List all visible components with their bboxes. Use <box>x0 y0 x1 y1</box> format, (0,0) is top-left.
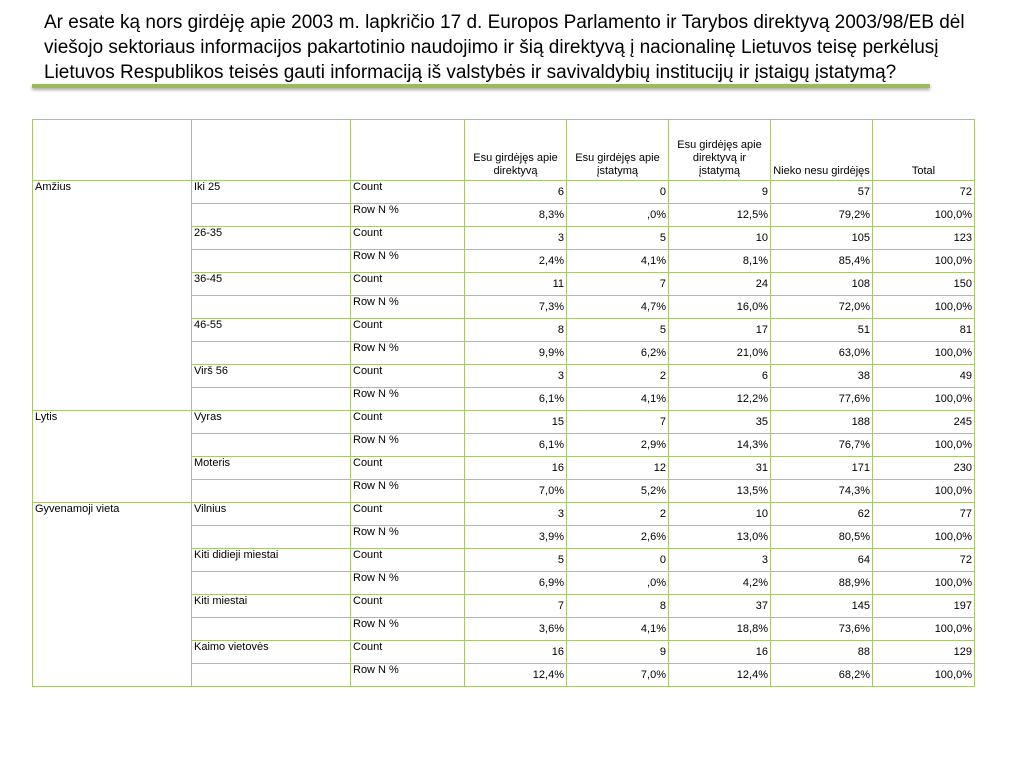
table-cell: 62 <box>771 503 873 526</box>
table-cell: 68,2% <box>771 664 873 687</box>
stat-label: Row N % <box>351 296 465 319</box>
group-label: Lytis <box>33 411 192 503</box>
table-cell: 77,6% <box>771 388 873 411</box>
table-cell: 7,0% <box>567 664 669 687</box>
column-header: Esu girdėjęs apie įstatymą <box>567 120 669 181</box>
table-cell: 5 <box>567 319 669 342</box>
table-cell: 2,4% <box>465 250 567 273</box>
table-cell: 49 <box>873 365 975 388</box>
table-cell: 6,2% <box>567 342 669 365</box>
category-blank <box>192 618 351 641</box>
table-cell: 6,9% <box>465 572 567 595</box>
table-cell: 13,0% <box>669 526 771 549</box>
category-label: Vilnius <box>192 503 351 526</box>
table-cell: 37 <box>669 595 771 618</box>
table-cell: 57 <box>771 181 873 204</box>
table-cell: 3 <box>669 549 771 572</box>
table-cell: 6,1% <box>465 388 567 411</box>
stat-label: Count <box>351 319 465 342</box>
column-header: Nieko nesu girdėjęs <box>771 120 873 181</box>
table-cell: 197 <box>873 595 975 618</box>
table-cell: 6 <box>465 181 567 204</box>
table-cell: 72 <box>873 549 975 572</box>
table-cell: 10 <box>669 227 771 250</box>
table-cell: 4,2% <box>669 572 771 595</box>
category-blank <box>192 526 351 549</box>
table-cell: 105 <box>771 227 873 250</box>
category-blank <box>192 664 351 687</box>
table-cell: 9 <box>567 641 669 664</box>
table-cell: 4,1% <box>567 250 669 273</box>
table-cell: 16 <box>465 457 567 480</box>
table-cell: 100,0% <box>873 342 975 365</box>
table-cell: 5 <box>567 227 669 250</box>
table-cell: 150 <box>873 273 975 296</box>
table-cell: 16 <box>669 641 771 664</box>
table-cell: 4,1% <box>567 388 669 411</box>
table-row <box>33 503 975 526</box>
table-cell: 15 <box>465 411 567 434</box>
table-cell: 2,9% <box>567 434 669 457</box>
table-body <box>33 181 975 687</box>
table-cell: 9,9% <box>465 342 567 365</box>
table-cell: 6 <box>669 365 771 388</box>
table-cell: ,0% <box>567 572 669 595</box>
stat-label: Row N % <box>351 572 465 595</box>
table-cell: 12,4% <box>465 664 567 687</box>
table-cell: 188 <box>771 411 873 434</box>
table-cell: 7 <box>567 273 669 296</box>
table-cell: 16,0% <box>669 296 771 319</box>
table-cell: 7 <box>567 411 669 434</box>
table-cell: 14,3% <box>669 434 771 457</box>
column-header: Total <box>873 120 975 181</box>
table-cell: 4,1% <box>567 618 669 641</box>
table-cell: 8,3% <box>465 204 567 227</box>
table-header-row <box>33 120 975 181</box>
table-cell: 145 <box>771 595 873 618</box>
stat-label: Row N % <box>351 618 465 641</box>
stat-label: Count <box>351 273 465 296</box>
column-header: Esu girdėjęs apie direktyvą <box>465 120 567 181</box>
table-cell: 8 <box>567 595 669 618</box>
category-blank <box>192 204 351 227</box>
stat-label: Count <box>351 595 465 618</box>
stat-label: Count <box>351 227 465 250</box>
table-cell: 76,7% <box>771 434 873 457</box>
table-cell: 230 <box>873 457 975 480</box>
category-label: Kaimo vietovės <box>192 641 351 664</box>
table-cell: 31 <box>669 457 771 480</box>
table-cell: 24 <box>669 273 771 296</box>
category-blank <box>192 342 351 365</box>
table-cell: 0 <box>567 181 669 204</box>
category-blank <box>192 388 351 411</box>
stat-label: Count <box>351 641 465 664</box>
table-cell: 5 <box>465 549 567 572</box>
category-label: Virš 56 <box>192 365 351 388</box>
table-cell: 10 <box>669 503 771 526</box>
stat-label: Count <box>351 411 465 434</box>
table-cell: 16 <box>465 641 567 664</box>
table-cell: 12,4% <box>669 664 771 687</box>
table-row <box>33 411 975 434</box>
table-cell: 100,0% <box>873 618 975 641</box>
table-cell: 72,0% <box>771 296 873 319</box>
table-cell: 100,0% <box>873 296 975 319</box>
category-blank <box>192 296 351 319</box>
table-cell: 80,5% <box>771 526 873 549</box>
page-title: Ar esate ką nors girdėję apie 2003 m. lapkričio 17 d. Europos Parlamento ir Tarybos direktyvą 2003/98/EB dėl viešojo sektoriaus informacijos pakartotinio naudojimo ir šią direktyvą į nacionalinę Lietuvos teisę perkėlusį Lietuvos Respublikos teisės gauti informaciją iš valstybės ir savivaldybių institucijų ir įstaigų įstatymą? <box>44 12 965 83</box>
table-cell: 72 <box>873 181 975 204</box>
table-cell: 2 <box>567 365 669 388</box>
table-cell: 9 <box>669 181 771 204</box>
table-cell: 77 <box>873 503 975 526</box>
table-cell: 100,0% <box>873 664 975 687</box>
table-cell: 7,0% <box>465 480 567 503</box>
table-cell: 63,0% <box>771 342 873 365</box>
table-cell: 100,0% <box>873 388 975 411</box>
title-underline <box>32 84 930 88</box>
table-cell: 17 <box>669 319 771 342</box>
table-cell: 129 <box>873 641 975 664</box>
category-label: Iki 25 <box>192 181 351 204</box>
stat-label: Count <box>351 503 465 526</box>
category-label: Kiti didieji miestai <box>192 549 351 572</box>
table-cell: 79,2% <box>771 204 873 227</box>
table-cell: 38 <box>771 365 873 388</box>
crosstab-table <box>32 119 975 687</box>
table-cell: 6,1% <box>465 434 567 457</box>
table-cell: 13,5% <box>669 480 771 503</box>
table-cell: 12 <box>567 457 669 480</box>
table-cell: 123 <box>873 227 975 250</box>
table-cell: 100,0% <box>873 572 975 595</box>
table-cell: 3,6% <box>465 618 567 641</box>
table-cell: 100,0% <box>873 526 975 549</box>
table-cell: 35 <box>669 411 771 434</box>
category-label: 26-35 <box>192 227 351 250</box>
table-cell: 21,0% <box>669 342 771 365</box>
table-cell: 245 <box>873 411 975 434</box>
category-blank <box>192 250 351 273</box>
table-cell: 73,6% <box>771 618 873 641</box>
table-cell: 171 <box>771 457 873 480</box>
table-row <box>33 181 975 204</box>
stat-label: Count <box>351 181 465 204</box>
category-label: Kiti miestai <box>192 595 351 618</box>
table-cell: 5,2% <box>567 480 669 503</box>
table-cell: 100,0% <box>873 250 975 273</box>
table-cell: 8,1% <box>669 250 771 273</box>
group-label: Gyvenamoji vieta <box>33 503 192 687</box>
table-cell: 7,3% <box>465 296 567 319</box>
table-cell: 74,3% <box>771 480 873 503</box>
table-cell: 64 <box>771 549 873 572</box>
stat-label: Row N % <box>351 250 465 273</box>
table-cell: 11 <box>465 273 567 296</box>
stat-label: Count <box>351 457 465 480</box>
table-cell: 100,0% <box>873 480 975 503</box>
table-cell: 3,9% <box>465 526 567 549</box>
table-cell: 0 <box>567 549 669 572</box>
category-blank <box>192 480 351 503</box>
header-blank <box>192 120 351 181</box>
stat-label: Row N % <box>351 388 465 411</box>
category-label: Moteris <box>192 457 351 480</box>
stat-label: Row N % <box>351 342 465 365</box>
table-cell: 51 <box>771 319 873 342</box>
table-cell: 100,0% <box>873 204 975 227</box>
table-cell: 108 <box>771 273 873 296</box>
table-cell: 7 <box>465 595 567 618</box>
stat-label: Row N % <box>351 526 465 549</box>
table-cell: 88 <box>771 641 873 664</box>
table-cell: 3 <box>465 503 567 526</box>
column-header: Esu girdėjęs apie direktyvą ir įstatymą <box>669 120 771 181</box>
table-cell: 85,4% <box>771 250 873 273</box>
category-label: 36-45 <box>192 273 351 296</box>
table-cell: 81 <box>873 319 975 342</box>
table-cell: 4,7% <box>567 296 669 319</box>
category-label: 46-55 <box>192 319 351 342</box>
category-label: Vyras <box>192 411 351 434</box>
header-blank <box>351 120 465 181</box>
stat-label: Row N % <box>351 664 465 687</box>
stat-label: Count <box>351 365 465 388</box>
stat-label: Row N % <box>351 480 465 503</box>
table-cell: 3 <box>465 227 567 250</box>
stat-label: Row N % <box>351 434 465 457</box>
table-cell: 18,8% <box>669 618 771 641</box>
table-cell: 88,9% <box>771 572 873 595</box>
stat-label: Row N % <box>351 204 465 227</box>
table-cell: 2,6% <box>567 526 669 549</box>
table-cell: 8 <box>465 319 567 342</box>
table-cell: 12,2% <box>669 388 771 411</box>
table-cell: 3 <box>465 365 567 388</box>
category-blank <box>192 572 351 595</box>
stat-label: Count <box>351 549 465 572</box>
header-blank <box>33 120 192 181</box>
group-label: Amžius <box>33 181 192 411</box>
table-cell: 12,5% <box>669 204 771 227</box>
table-cell: ,0% <box>567 204 669 227</box>
table-cell: 2 <box>567 503 669 526</box>
category-blank <box>192 434 351 457</box>
table-cell: 100,0% <box>873 434 975 457</box>
